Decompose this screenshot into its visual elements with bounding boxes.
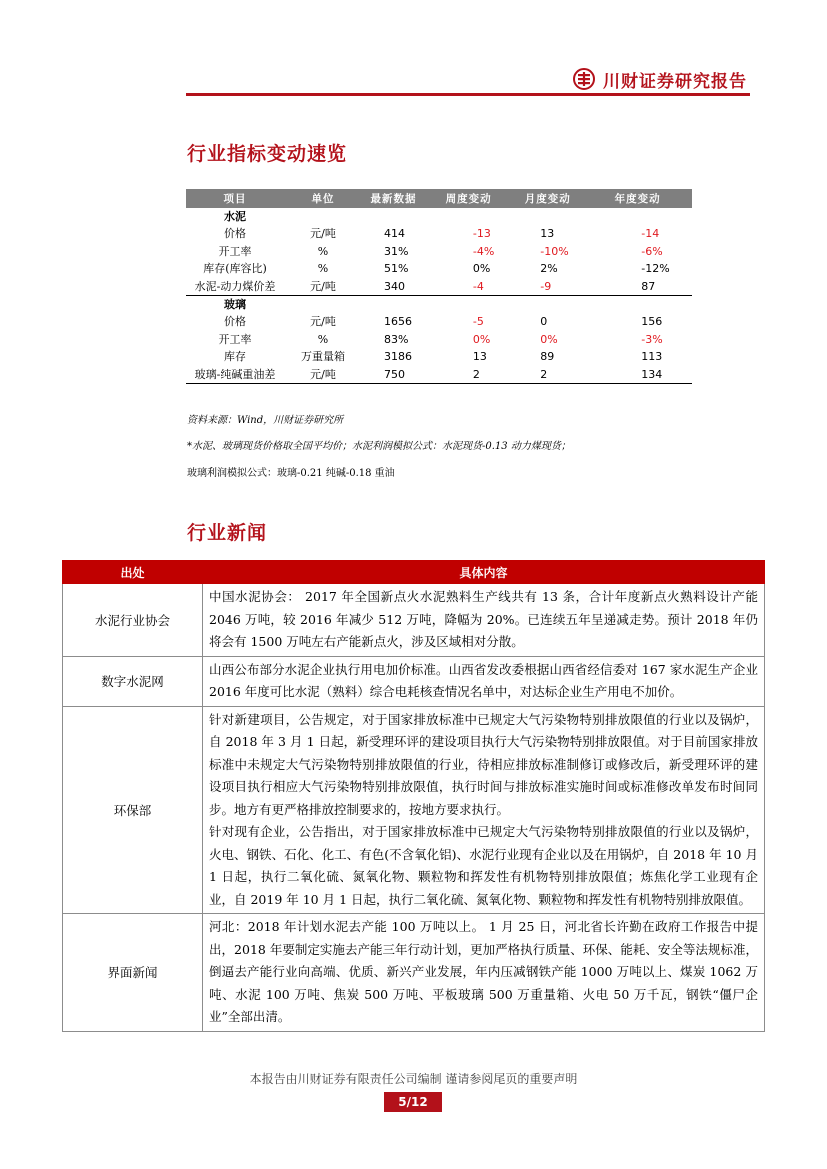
row-yearly: -3% — [641, 332, 663, 346]
row-item: 水泥-动力煤价差 — [194, 279, 276, 293]
news-table — [62, 560, 765, 1032]
row-weekly: -5 — [472, 315, 484, 329]
row-latest: 1656 — [384, 315, 412, 329]
category-label: 玻璃 — [186, 296, 284, 314]
row-item: 玻璃-纯碱重油差 — [186, 366, 284, 384]
news-content — [203, 584, 765, 657]
col-header-content: 具体内容 — [203, 561, 765, 584]
news-paragraph: 中国水泥协会： 2017 年全国新点火水泥熟料生产线共有 13 条，合计年度新点火熟料设计产能 2046 万吨，较 2016 年减少 512 万吨，降幅为 20%。已连续五年呈递减走势。预计 2018 年仍将会有 1500 万吨左右产能新点火，涉及区域相对分散。 — [209, 589, 758, 649]
row-monthly: 0 — [540, 315, 548, 329]
news-source: 环保部 — [63, 706, 203, 914]
row-weekly: -13 — [472, 227, 491, 241]
col-header-yearly: 年度变动 — [583, 189, 692, 208]
row-monthly: 2% — [540, 262, 558, 276]
row-item: 库存 — [224, 350, 246, 364]
col-header-weekly: 周度变动 — [425, 189, 512, 208]
row-yearly: 156 — [641, 315, 663, 329]
col-header-source: 出处 — [63, 561, 203, 584]
row-monthly: 2 — [512, 366, 583, 384]
brand-text: 川财证券研究报告 — [603, 71, 747, 92]
row-yearly: 134 — [583, 366, 692, 384]
section-title-indicators: 行业指标变动速览 — [187, 143, 348, 165]
row-unit: % — [317, 244, 329, 258]
row-unit: % — [317, 262, 329, 276]
col-header-latest: 最新数据 — [362, 189, 425, 208]
table-row — [63, 706, 765, 914]
table-row — [186, 331, 692, 348]
indicator-header-row — [186, 189, 692, 208]
table-row — [186, 278, 692, 296]
row-latest: 51% — [384, 262, 409, 276]
row-item: 价格 — [224, 227, 246, 241]
row-monthly: 13 — [540, 227, 555, 241]
row-item: 价格 — [224, 315, 246, 329]
indicator-table — [186, 189, 692, 384]
row-yearly: -6% — [641, 244, 663, 258]
row-weekly: 2 — [425, 366, 512, 384]
row-weekly: 13 — [472, 350, 487, 364]
row-item: 开工率 — [218, 332, 252, 346]
header-divider — [186, 93, 750, 96]
news-paragraph: 河北：2018 年计划水泥去产能 100 万吨以上。 1 月 25 日，河北省长许勤在政府工作报告中提出，2018 年要制定实施去产能三年行动计划，更加严格执行质量、环保、能耗、安全等法规标准，倒逼去产能行业向高端、优质、新兴产业发展，年内压减钢铁产能 1000 万吨以上、煤炭 1062 万吨、水泥 100 万吨、焦炭 500 万吨、平板玻璃 500 万重量箱、火电 50 万千瓦，钢铁“僵尸企业”全部出清。 — [209, 919, 758, 1024]
row-latest: 340 — [384, 279, 405, 293]
row-yearly: -12% — [641, 262, 670, 276]
row-monthly: 0% — [540, 332, 558, 346]
table-row — [63, 656, 765, 706]
table-row — [63, 584, 765, 657]
news-source: 水泥行业协会 — [63, 584, 203, 657]
row-item: 库存(库容比) — [203, 262, 267, 276]
news-paragraph: 山西公布部分水泥企业执行用电加价标准。山西省发改委根据山西省经信委对 167 家水泥生产企业 2016 年度可比水泥（熟料）综合电耗核查情况名单中，对达标企业生产用电不加价。 — [209, 661, 758, 699]
row-latest: 31% — [384, 244, 409, 258]
news-paragraph: 针对现有企业，公告指出，对于国家排放标准中已规定大气污染物特别排放限值的行业以及锅炉，火电、钢铁、石化、化工、有色(不含氧化铝)、水泥行业现有企业以及在用锅炉，自 2018 年 10 月 1 日起，执行二氧化硫、氮氧化物、颗粒物和挥发性有机物特别排放限值；炼焦化学工业现有企业，自 2019 年 10 月 1 日起，执行二氧化硫、氮氧化物、颗粒物和挥发性有机物特别排放限值。 — [209, 824, 758, 907]
row-unit: 元/吨 — [310, 279, 336, 293]
news-source: 数字水泥网 — [63, 656, 203, 706]
row-latest: 3186 — [384, 350, 412, 364]
row-latest: 750 — [362, 366, 425, 384]
row-weekly: -4 — [472, 279, 484, 293]
table-row — [186, 225, 692, 242]
footer-disclaimer: 本报告由川财证券有限责任公司编制 谨请参阅尾页的重要声明 — [249, 1072, 578, 1086]
table-row — [186, 348, 692, 365]
row-latest: 83% — [384, 332, 409, 346]
table-row — [63, 914, 765, 1032]
news-content — [203, 914, 765, 1032]
row-unit: 元/吨 — [284, 366, 362, 384]
news-content — [203, 706, 765, 914]
row-monthly: -9 — [540, 279, 552, 293]
row-yearly: -14 — [641, 227, 660, 241]
source-note: 资料来源：Wind，川财证券研究所 — [187, 415, 344, 426]
category-row-cement — [186, 208, 692, 225]
table-row — [186, 243, 692, 260]
row-monthly: 89 — [540, 350, 555, 364]
section-title-news: 行业新闻 — [187, 522, 268, 544]
table-row — [186, 366, 692, 384]
news-source: 界面新闻 — [63, 914, 203, 1032]
col-header-item: 项目 — [186, 189, 284, 208]
formula-note-1: *水泥、玻璃现货价格取全国平均价；水泥利润模拟公式：水泥现货-0.13 动力煤现货； — [187, 441, 571, 452]
news-header-row — [63, 561, 765, 584]
col-header-monthly: 月度变动 — [512, 189, 583, 208]
page-number: 5/12 — [384, 1092, 442, 1112]
news-content — [203, 656, 765, 706]
row-unit: 万重量箱 — [301, 350, 345, 364]
row-yearly: 87 — [641, 279, 656, 293]
row-unit: 元/吨 — [310, 315, 336, 329]
row-monthly: -10% — [540, 244, 569, 258]
row-weekly: 0% — [472, 262, 491, 276]
row-weekly: 0% — [472, 332, 491, 346]
row-item: 开工率 — [218, 244, 252, 258]
table-row — [186, 313, 692, 330]
row-unit: % — [317, 332, 329, 346]
chuancai-logo-icon — [573, 68, 595, 90]
row-weekly: -4% — [472, 244, 495, 258]
row-yearly: 113 — [641, 350, 663, 364]
row-unit: 元/吨 — [310, 227, 336, 241]
table-row — [186, 260, 692, 277]
formula-note-2: 玻璃利润模拟公式：玻璃-0.21 纯碱-0.18 重油 — [187, 468, 395, 479]
col-header-unit: 单位 — [284, 189, 362, 208]
category-label: 水泥 — [224, 210, 246, 223]
news-paragraph: 针对新建项目，公告规定，对于国家排放标准中已规定大气污染物特别排放限值的行业以及锅炉，自 2018 年 3 月 1 日起，新受理环评的建设项目执行大气污染物特别排放限值。对于目前国家排放标准中未规定大气污染物特别排放限值的行业，待相应排放标准制修订或修改后，新受理环评的建设项目执行相应大气污染物特别排放限值，执行时间与排放标准实施时间或标准修改单发布时间同步。地方有更严格排放控制要求的，按地方要求执行。 — [209, 711, 758, 817]
row-latest: 414 — [384, 227, 405, 241]
header-brand — [573, 67, 747, 91]
category-row-glass — [186, 296, 692, 314]
